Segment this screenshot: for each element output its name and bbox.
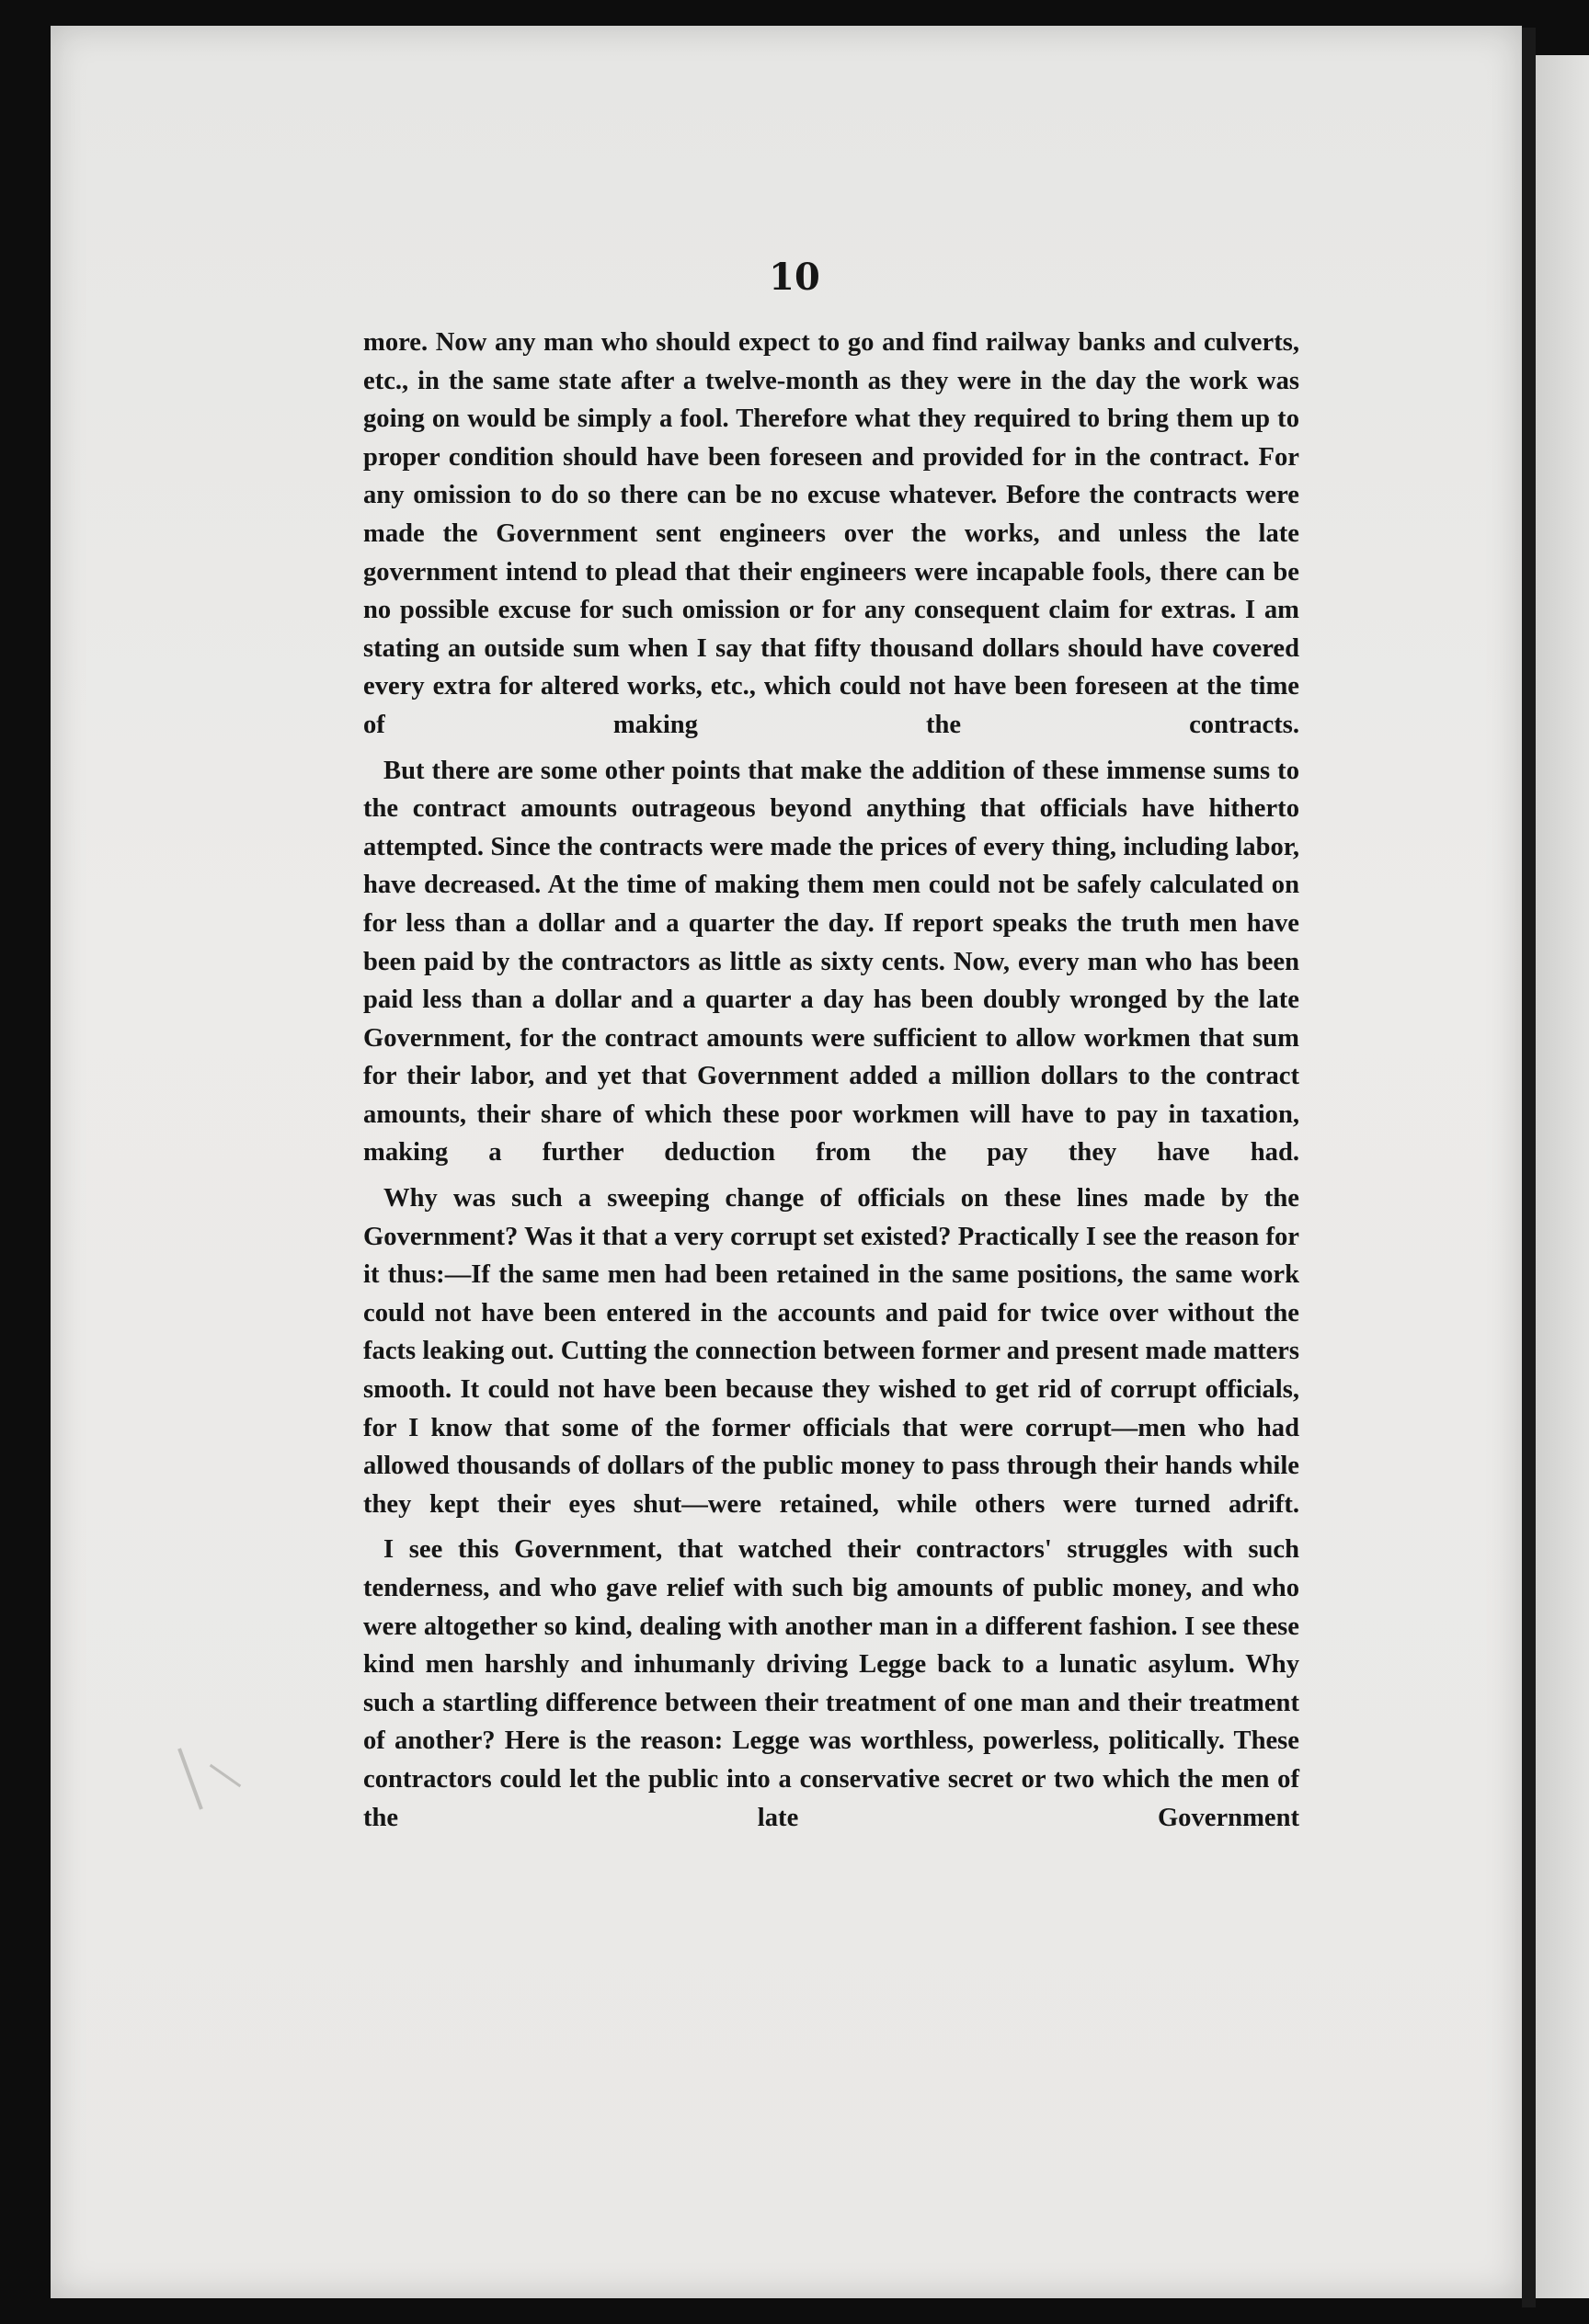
adjacent-page-edge xyxy=(1536,55,1589,2298)
paragraph: more. Now any man who should expect to go and find railway banks and culverts, etc., in the same state after a twelve-month as they were in the day the work was going on would be simply a fool. Therefore what they required to bring them up to proper condition should have been foreseen and provided for in the contract. For any omission to do so there can be no excuse whatever. Before the contracts were made the Government sent engineers over the works, and unless the late government intend to plead that their engineers were incapable fools, there can be no possible excuse for such omission or for any consequent claim for extras. I am stating an outside sum when I say that fifty thousand dollars should have covered every extra for altered works, etc., which could not have been foreseen at the time of making the contracts. xyxy=(363,328,1299,739)
page-number: 10 xyxy=(769,256,820,299)
paragraph: I see this Government, that watched their contractors' struggles with such tenderness, and who gave relief with such big amounts of public money, and who were altogether so kind, dealing with another man in a different fashion. I see these kind men harshly and inhumanly driving Legge back to a lunatic asylum. Why such a startling difference between their treatment of one man and their treatment of another? Here is the reason: Legge was worthless, powerless, politically. These contractors could let the public into a conservative secret or two which the men of the late Government xyxy=(363,1535,1299,1832)
body-text xyxy=(363,324,1299,1837)
paragraph: Why was such a sweeping change of officials on these lines made by the Government? Was it that a very corrupt set existed? Practically I see the reason for it thus:—If the same men had been retained in the same positions, the same work could not have been entered in the accounts and paid for twice over without the facts leaking out. Cutting the connection between former and present made matters smooth. It could not have been because they wished to get rid of corrupt officials, for I know that some of the former officials that were corrupt—men who had allowed thousands of dollars of the public money to pass through their hands while they kept their eyes shut—were retained, while others were turned adrift. xyxy=(363,1184,1299,1519)
paragraph: But there are some other points that make the addition of these immense sums to the contract amounts outrageous beyond anything that officials have hitherto attempted. Since the contracts were made the prices of every thing, including labor, have decreased. At the time of making them men could not be safely calculated on for less than a dollar and a quarter the day. If report speaks the truth men have been paid by the contractors as little as sixty cents. Now, every man who has been paid less than a dollar and a quarter a day has been doubly wronged by the late Government, for the contract amounts were sufficient to allow workmen that sum for their labor, and yet that Government added a million dollars to the contract amounts, their share of which these poor workmen will have to pay in taxation, making a further deduction from the pay they have had. xyxy=(363,756,1299,1168)
page-gutter xyxy=(1522,28,1536,2307)
